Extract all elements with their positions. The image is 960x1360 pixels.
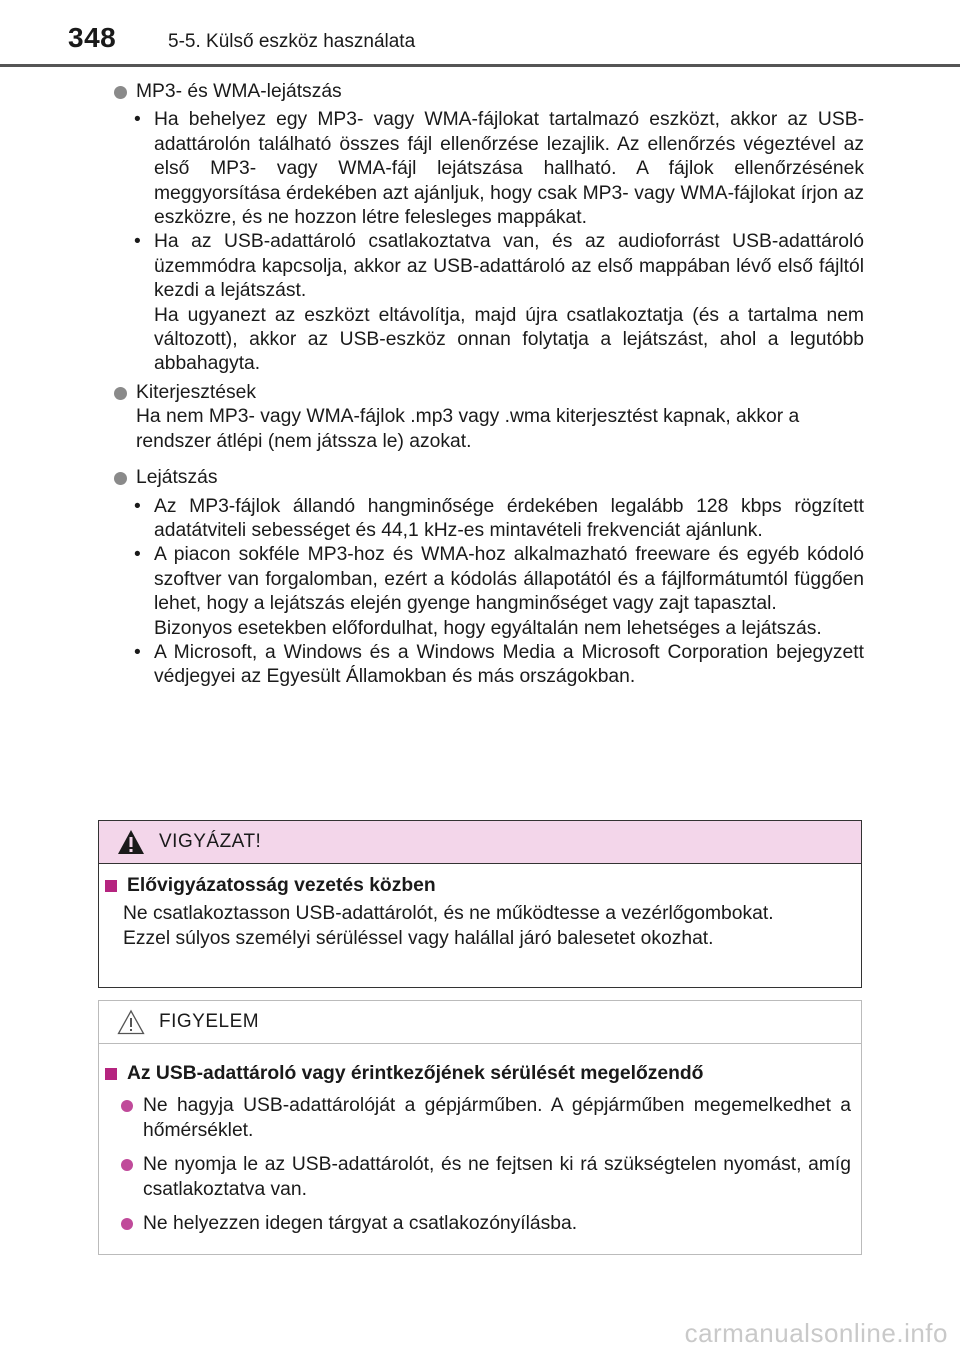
section-extensions — [112, 381, 864, 454]
bullet-icon: • — [134, 231, 141, 253]
main-content — [112, 80, 864, 694]
paragraph: A Microsoft, a Windows és a Windows Media a Microsoft Corporation bejegyzett védjegyei az Egyesült Államokban és más országokban. — [154, 641, 864, 688]
circle-bullet-icon — [121, 1100, 133, 1112]
square-bullet-icon — [105, 1068, 117, 1080]
warning-text — [99, 902, 861, 951]
notice-item — [99, 1094, 861, 1143]
section-bullet-icon — [114, 86, 127, 99]
notice-box — [98, 1000, 862, 1255]
paragraph: A piacon sokféle MP3-hoz és WMA-hoz alkalmazható freeware és egyéb kódoló szoftver van forgalomban, ezért a kódolás állapotától és a fájlformátumtól függően lehet, hogy a lejátszás elején gyenge hangminőséget vagy zajt tapasztal. — [154, 544, 864, 615]
bullet-icon: • — [134, 641, 141, 663]
section-mp3-wma — [112, 80, 864, 104]
page-number: 348 — [68, 22, 117, 53]
section-bullet-icon — [114, 387, 127, 400]
warning-box — [98, 820, 862, 988]
notice-body — [99, 1044, 861, 1236]
circle-bullet-icon — [121, 1159, 133, 1171]
header-rule — [0, 64, 960, 67]
section-heading: Lejátszás — [136, 467, 218, 489]
section-bullet-icon — [114, 472, 127, 485]
paragraph: Ha behelyez egy MP3- vagy WMA-fájlokat tartalmazó eszközt, akkor az USB-adattárolón található összes fájl ellenőrzése lezajlik. Az ellenőrzés végeztével az első MP3- vagy WMA-fájl lejátszása hallható. A fájlok ellenőrzésének meggyorsítása érdekében azt ajánljuk, hogy csak MP3- vagy WMA-fájlokat írjon az eszközre, és ne hozzon létre felesleges mappákat. — [154, 109, 864, 229]
notice-heading-text: Az USB-adattároló vagy érintkezőjének sérülését megelőzendő — [127, 1063, 704, 1084]
bullet-icon: • — [134, 544, 141, 566]
paragraph: Bizonyos esetekben előfordulhat, hogy egyáltalán nem lehetséges a lejátszás. — [154, 617, 822, 639]
warning-line: Ne csatlakoztasson USB-adattárolót, és ne működtesse a vezérlőgombokat. — [123, 903, 774, 925]
notice-item — [99, 1153, 861, 1202]
list-item — [112, 230, 864, 376]
square-bullet-icon — [105, 880, 117, 892]
page-header — [0, 0, 960, 68]
warning-line: Ezzel súlyos személyi sérüléssel vagy halállal járó balesetet okozhat. — [123, 927, 714, 949]
bullet-icon: • — [134, 495, 141, 517]
notice-item-text: Ne hagyja USB-adattárolóját a gépjárműben. A gépjárműben megemelkedhet a hőmérséklet. — [143, 1095, 851, 1141]
paragraph: Ha az USB-adattároló csatlakoztatva van, és az audioforrást USB-adattároló üzemmódra kapcsolja, akkor az USB-adattároló az első mappában lévő első fájltól kezdi a lejátszást. — [154, 231, 864, 302]
bullet-list — [112, 495, 864, 690]
notice-header — [99, 1001, 861, 1044]
warning-heading-text: Elővigyázatosság vezetés közben — [127, 875, 436, 896]
section-heading: Kiterjesztések — [136, 381, 257, 403]
watermark: carmanualsonline.info — [684, 1318, 948, 1348]
notice-label: FIGYELEM — [159, 1011, 260, 1032]
bullet-icon: • — [134, 109, 141, 131]
paragraph: Az MP3-fájlok állandó hangminősége érdekében legalább 128 kbps rögzített adatátviteli sebességet és 44,1 kHz-es mintavételi frekvenciát ajánlunk. — [154, 495, 864, 541]
list-item — [112, 108, 864, 230]
warning-label: VIGYÁZAT! — [159, 831, 262, 852]
paragraph: Ha ugyanezt az eszközt eltávolítja, majd újra csatlakoztatja (és a tartalma nem változott), akkor az USB-eszköz onnan folytatja a lejátszást, ahol a legutóbb abbahagyta. — [154, 304, 864, 375]
section-title: 5-5. Külső eszköz használata — [168, 31, 416, 52]
notice-heading — [99, 1062, 861, 1086]
warning-triangle-icon — [117, 829, 145, 860]
warning-body — [99, 864, 861, 951]
section-playback — [112, 466, 864, 490]
notice-item-text: Ne helyezzen idegen tárgyat a csatlakozónyílásba. — [143, 1213, 578, 1235]
section-heading: MP3- és WMA-lejátszás — [136, 81, 342, 102]
list-item — [112, 543, 864, 641]
list-item — [112, 495, 864, 544]
circle-bullet-icon — [121, 1218, 133, 1230]
notice-item — [99, 1212, 861, 1236]
list-item — [112, 641, 864, 690]
warning-header — [99, 821, 861, 864]
caution-triangle-icon — [117, 1009, 145, 1040]
notice-item-text: Ne nyomja le az USB-adattárolót, és ne fejtsen ki rá szükségtelen nyomást, amíg csatlakoztatva van. — [143, 1154, 851, 1200]
paragraph: Ha nem MP3- vagy WMA-fájlok .mp3 vagy .wma kiterjesztést kapnak, akkor a rendszer átlépi (nem játssza le) azokat. — [136, 406, 800, 452]
warning-heading — [99, 874, 861, 898]
bullet-list — [112, 108, 864, 376]
